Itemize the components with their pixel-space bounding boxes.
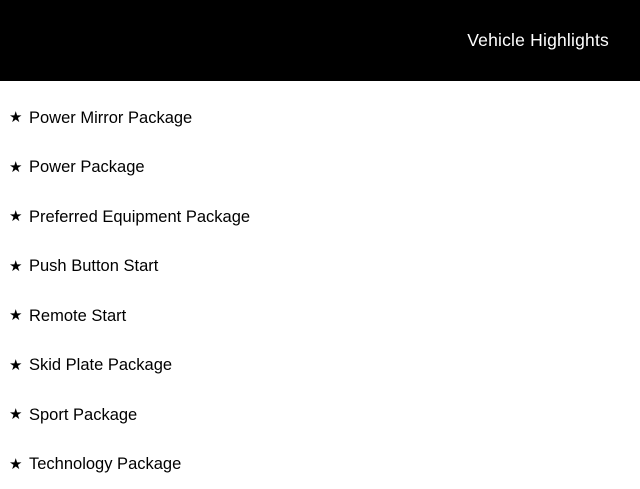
list-item-label: Technology Package — [29, 456, 181, 473]
list-item — [0, 192, 640, 242]
list-item-label: Push Button Start — [29, 258, 158, 275]
star-icon: ★ — [9, 308, 29, 323]
list-item — [0, 242, 640, 292]
list-item-label: Preferred Equipment Package — [29, 209, 250, 226]
star-icon: ★ — [9, 457, 29, 472]
list-item — [0, 440, 640, 489]
page-header — [0, 0, 640, 81]
list-item — [0, 291, 640, 341]
page-title: Vehicle Highlights — [467, 32, 609, 50]
list-item-label: Remote Start — [29, 308, 126, 325]
star-icon: ★ — [9, 358, 29, 373]
list-item-label: Power Mirror Package — [29, 110, 192, 127]
list-item-label: Sport Package — [29, 407, 137, 424]
list-item — [0, 93, 640, 143]
star-icon: ★ — [9, 160, 29, 175]
vehicle-highlights-list — [0, 81, 640, 489]
star-icon: ★ — [9, 209, 29, 224]
list-item — [0, 341, 640, 391]
star-icon: ★ — [9, 407, 29, 422]
star-icon: ★ — [9, 259, 29, 274]
star-icon: ★ — [9, 110, 29, 125]
list-item — [0, 143, 640, 193]
list-item-label: Power Package — [29, 159, 145, 176]
list-item-label: Skid Plate Package — [29, 357, 172, 374]
list-item — [0, 390, 640, 440]
